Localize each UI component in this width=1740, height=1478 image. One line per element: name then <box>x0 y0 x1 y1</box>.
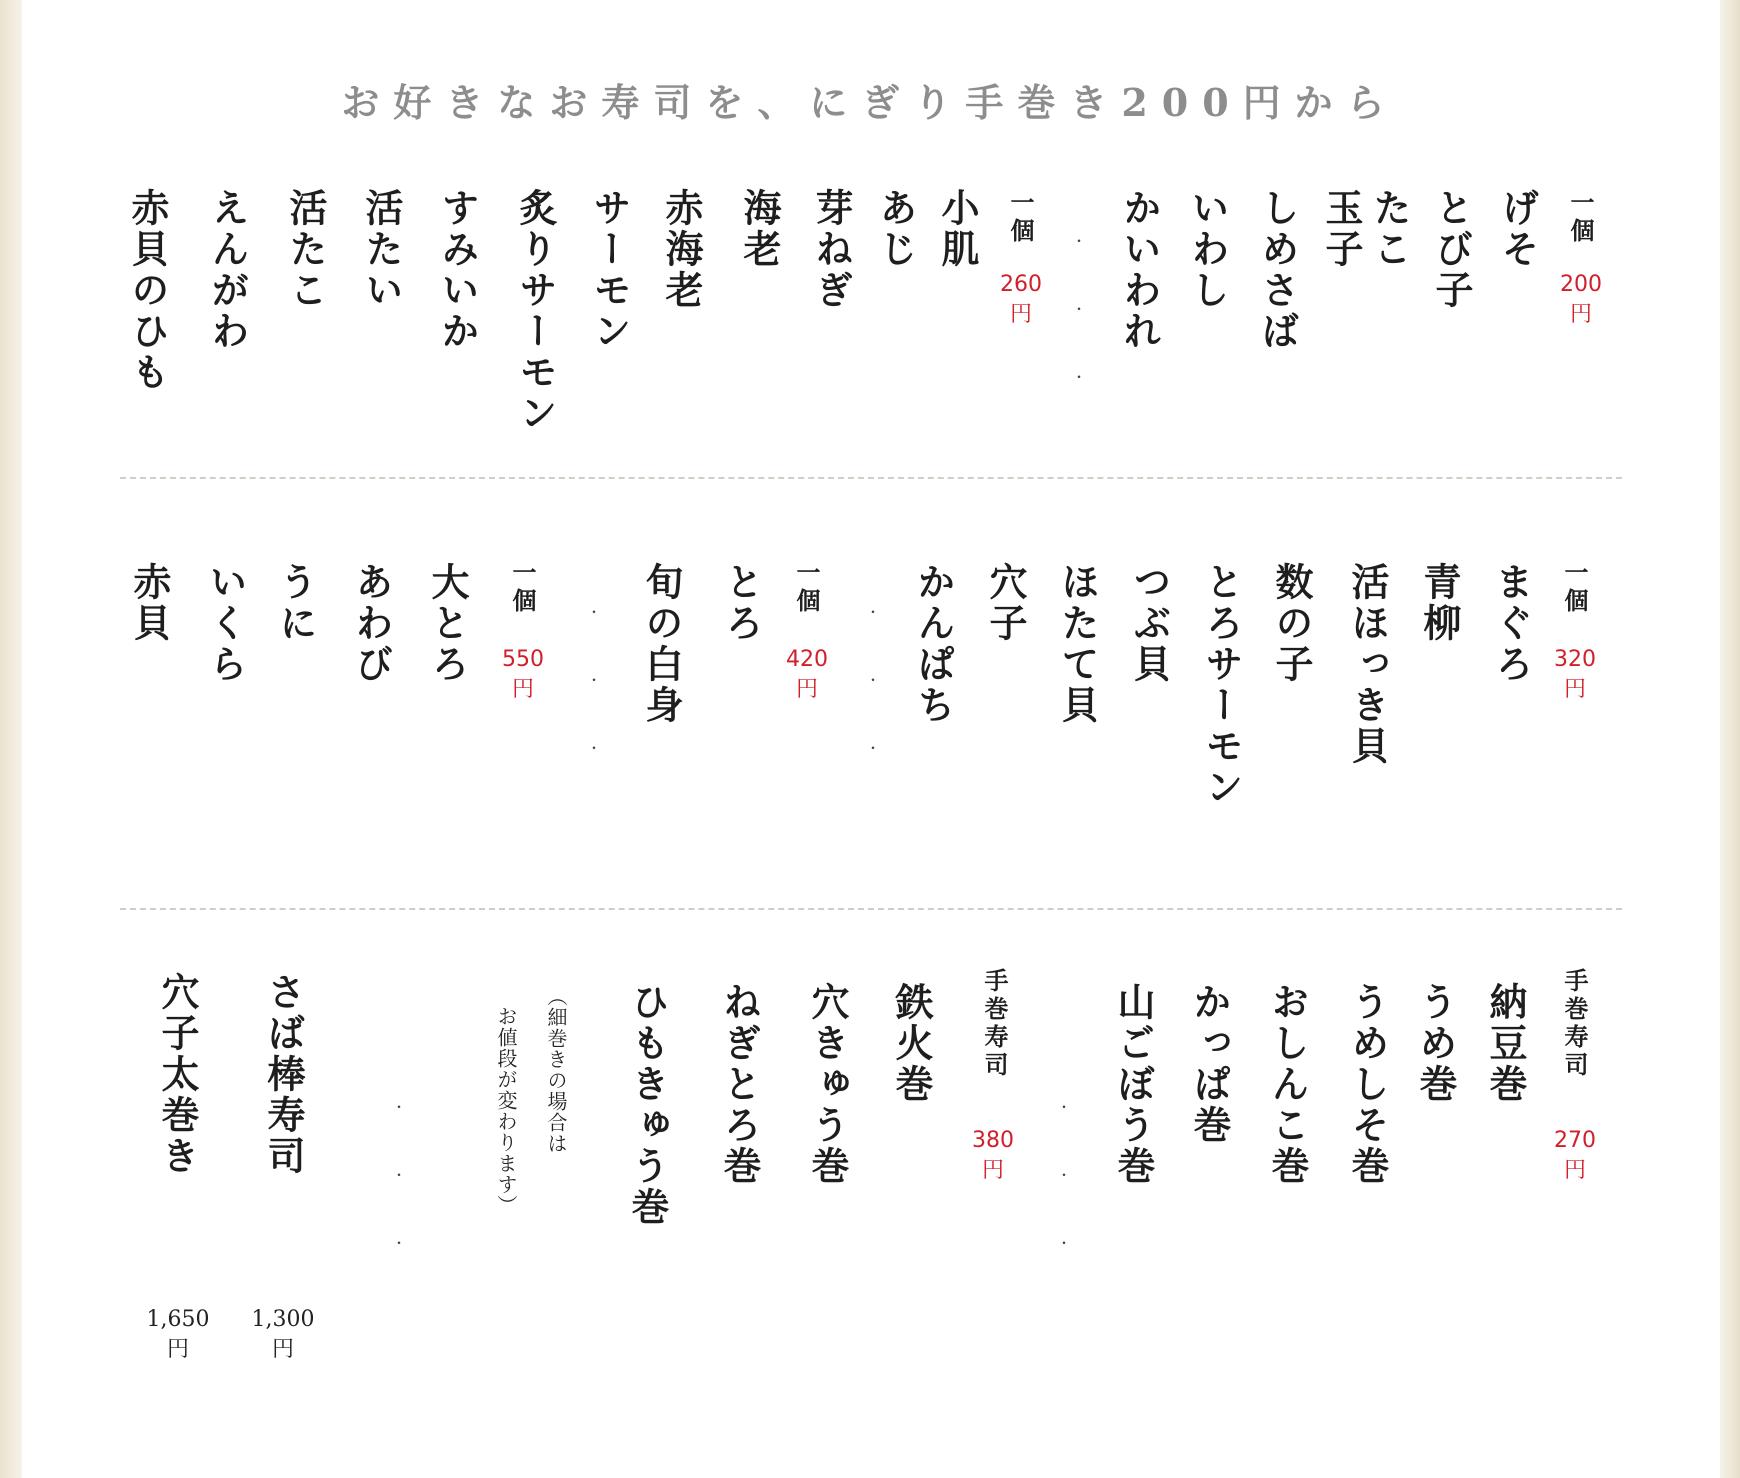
menu-item: かいわれ <box>1117 188 1162 352</box>
menu-item: 穴子 <box>983 562 1028 644</box>
menu-item: ねぎとろ巻 <box>717 982 762 1187</box>
menu-item: 活ほっき貝 <box>1345 562 1390 767</box>
paper-edge <box>1720 0 1740 1478</box>
menu-item: あじ <box>873 188 918 270</box>
dot-leader: ・・・ <box>864 605 880 809</box>
price-value: 200 <box>1560 272 1602 297</box>
price-value: 550 <box>502 647 544 672</box>
price-unit: 円 <box>981 1158 1004 1183</box>
price-tag <box>488 645 558 705</box>
price-unit: 円 <box>1009 302 1032 327</box>
price-unit: 円 <box>1563 677 1586 702</box>
menu-item: げそ <box>1495 188 1540 270</box>
menu-item: 芽ねぎ <box>809 188 854 311</box>
dot-leader: ・・・ <box>585 605 601 809</box>
menu-item: とび子 <box>1429 188 1474 311</box>
menu-item: うめしそ巻 <box>1345 982 1390 1187</box>
menu-item: 納豆巻 <box>1483 982 1528 1105</box>
menu-item: 赤貝のひも <box>125 188 170 393</box>
tier-label: 一個 <box>1006 190 1035 246</box>
menu-item: 活たい <box>359 188 404 311</box>
price-value: 260 <box>1000 272 1042 297</box>
menu-item: おしんこ巻 <box>1265 982 1310 1187</box>
dot-leader: ・・・ <box>1070 234 1086 438</box>
menu-item: いわし <box>1185 188 1230 311</box>
menu-item: ひもきゅう巻 <box>625 982 670 1228</box>
price-value: 1,650 <box>146 1307 210 1332</box>
menu-item: かんぱち <box>911 562 956 726</box>
menu-item: しめさば <box>1255 188 1300 352</box>
page-title: お好きなお寿司を、にぎり手巻き200円から <box>341 80 1399 125</box>
menu-item: まぐろ <box>1489 562 1534 685</box>
tier-label: 一個 <box>792 560 821 616</box>
price-tag <box>1546 270 1616 330</box>
price-unit: 円 <box>271 1337 294 1362</box>
menu-item: すみいか <box>435 188 480 352</box>
menu-item: 活たこ <box>283 188 328 311</box>
dot-leader: ・・・ <box>390 1100 406 1304</box>
section-divider <box>120 908 1622 910</box>
note-text: お値段が変わります） <box>494 1006 518 1216</box>
section-divider <box>120 477 1622 479</box>
price-tag <box>248 1305 318 1365</box>
special-item: 穴子太巻き <box>155 972 200 1177</box>
menu-item: いくら <box>203 562 248 685</box>
tier-label: 手巻寿司 <box>1560 968 1589 1080</box>
menu-item: 玉子 <box>1319 188 1364 270</box>
menu-item: つぶ貝 <box>1127 562 1172 685</box>
price-unit: 円 <box>795 677 818 702</box>
menu-item: あわび <box>349 562 394 685</box>
price-tag <box>958 1126 1028 1186</box>
tier-label: 一個 <box>1566 190 1595 246</box>
menu-item: たこ <box>1367 188 1412 270</box>
menu-item: 鉄火巻 <box>889 982 934 1105</box>
special-item: さば棒寿司 <box>261 972 306 1177</box>
tier-label: 一個 <box>508 560 537 616</box>
menu-item: えんがわ <box>205 188 250 352</box>
price-tag <box>772 645 842 705</box>
price-value: 380 <box>972 1128 1014 1153</box>
menu-item: 小肌 <box>935 188 980 270</box>
tier-label: 手巻寿司 <box>980 968 1009 1080</box>
menu-item: うめ巻 <box>1413 982 1458 1105</box>
menu-item: 大とろ <box>425 562 470 685</box>
menu-item: とろサーモン <box>1199 562 1244 808</box>
menu-item: うに <box>273 562 318 644</box>
menu-item: 炙りサーモン <box>513 188 558 434</box>
price-value: 420 <box>786 647 828 672</box>
menu-item: 数の子 <box>1269 562 1314 685</box>
menu-item: 赤貝 <box>127 562 172 644</box>
menu-item: とろ <box>719 562 764 644</box>
note-text: （細巻きの場合は <box>544 986 568 1154</box>
menu-item: サーモン <box>587 188 632 352</box>
menu-item: 赤海老 <box>659 188 704 311</box>
price-unit: 円 <box>1563 1158 1586 1183</box>
price-value: 320 <box>1554 647 1596 672</box>
menu-item: 山ごぼう巻 <box>1111 982 1156 1187</box>
price-unit: 円 <box>166 1337 189 1362</box>
menu-item: 海老 <box>737 188 782 270</box>
tier-label: 一個 <box>1560 560 1589 616</box>
menu-item: 旬の白身 <box>639 562 684 726</box>
price-tag <box>1540 1126 1610 1186</box>
price-unit: 円 <box>511 677 534 702</box>
dot-leader: ・・・ <box>1055 1100 1071 1304</box>
menu-item: ほたて貝 <box>1055 562 1100 726</box>
price-value: 270 <box>1554 1128 1596 1153</box>
price-tag <box>986 270 1056 330</box>
price-unit: 円 <box>1569 302 1592 327</box>
menu-item: かっぱ巻 <box>1187 982 1232 1146</box>
menu-item: 穴きゅう巻 <box>805 982 850 1187</box>
price-value: 1,300 <box>251 1307 315 1332</box>
price-tag <box>143 1305 213 1365</box>
menu-item: 青柳 <box>1417 562 1462 644</box>
price-tag <box>1540 645 1610 705</box>
